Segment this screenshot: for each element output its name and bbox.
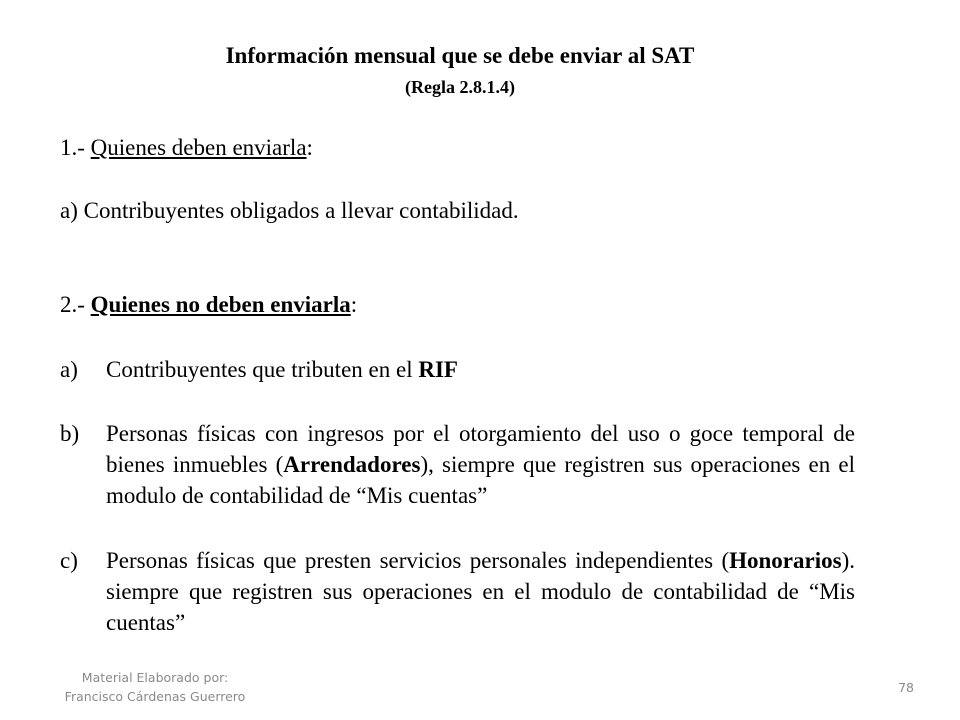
item-bold-text: RIF [418,357,458,382]
footer-credit-line-2: Francisco Cárdenas Guerrero [64,689,246,704]
slide-title: Información mensual que se debe enviar al SAT [225,43,695,68]
section-1-heading-text: Quienes deben enviarla [90,135,307,160]
section-2-item-b [60,418,855,511]
item-text: Personas físicas que presten servicios personales independientes ( [106,548,730,573]
item-text: Contribuyentes que tributen en el [106,357,419,382]
item-body [106,354,855,385]
section-2-item-a [60,354,855,385]
item-marker: c) [60,548,78,573]
section-1-suffix: : [306,135,313,160]
item-body [106,418,855,511]
section-2-suffix: : [350,292,358,317]
item-bold-text: Honorarios [729,548,842,573]
item-text: Personas físicas con ingresos por el otorgamiento del uso o goce temporal de bienes inmuebles ( [106,421,855,477]
section-1-heading [60,133,313,163]
section-2-item-c [60,545,855,638]
section-1-prefix: 1.- [60,135,91,160]
section-2-heading [60,290,357,320]
section-2-heading-text: Quienes no deben enviarla [90,292,351,317]
slide-subtitle: (Regla 2.8.1.4) [405,77,515,97]
page-number: 78 [898,680,914,695]
item-bold-text: Arrendadores [283,452,421,477]
item-marker: b) [60,421,80,446]
footer-credit [60,668,250,706]
item-text-tail: ). siempre que registren sus operaciones en el modulo de contabilidad de “Mis cuentas” [106,548,855,635]
section-2-prefix: 2.- [60,292,91,317]
item-marker: a) [60,357,78,382]
item-body [106,545,855,638]
section-1-item-a: a) Contribuyentes obligados a llevar contabilidad. [60,198,519,223]
footer-credit-line-1: Material Elaborado por: [81,670,229,685]
item-text-tail: ), siempre que registren sus operaciones en el modulo de contabilidad de “Mis cuentas” [106,452,855,508]
